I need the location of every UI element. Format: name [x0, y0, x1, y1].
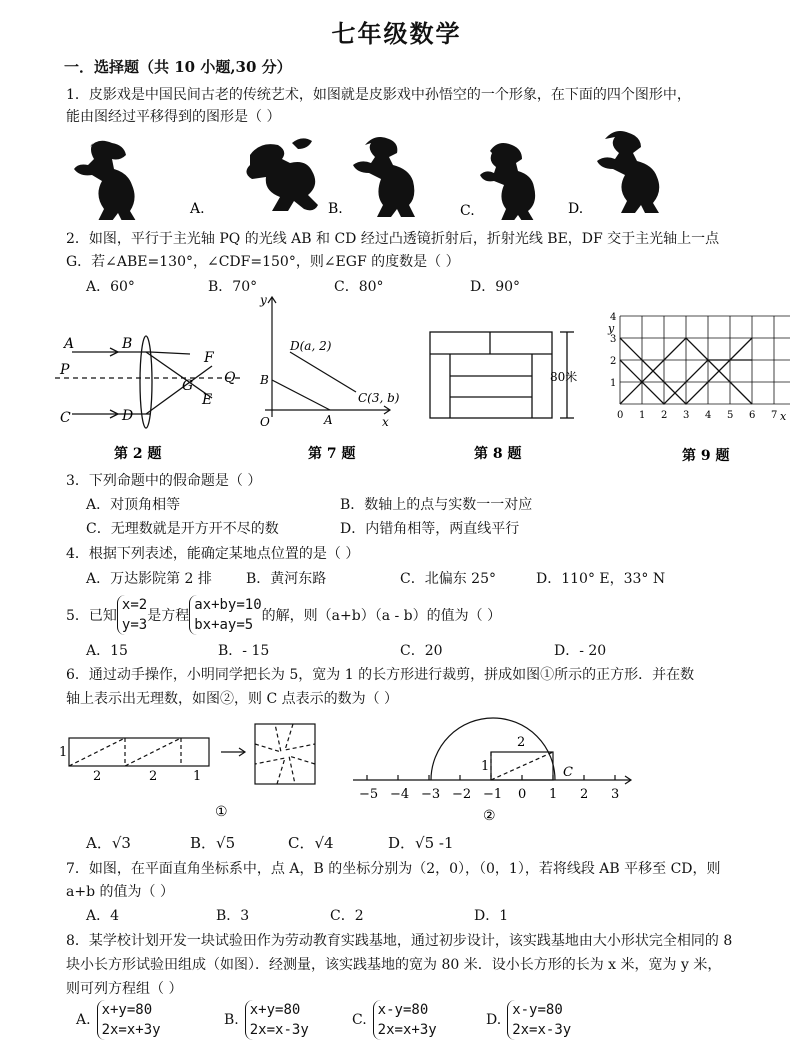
q8-opt-d-label: D. — [486, 1012, 502, 1028]
q6-opt-c: C．√4 — [288, 834, 334, 852]
fig2-label-b: B — [122, 336, 133, 352]
page-title: 七年级数学 — [331, 19, 462, 48]
q1-opt-b: B. — [328, 201, 343, 217]
fig8-caption: 第 8 题 — [474, 446, 522, 462]
fig9-y-tick: 1 — [610, 378, 617, 389]
q1-line1: 1．皮影戏是中国民间古老的传统艺术，如图就是皮影戏中孙悟空的一个形象，在下面的四个图形中， — [66, 87, 691, 103]
q7-opt-b: B．3 — [216, 908, 250, 924]
q8-opt-c — [352, 1000, 437, 1040]
monkey-king-figure-d — [597, 131, 659, 213]
fig2-label-a: A — [64, 336, 75, 352]
q8-opt-a — [76, 1000, 161, 1040]
fig7-point-c: C(3, b) — [358, 391, 400, 405]
q5-post: 的解，则（a+b）（a - b）的值为（ ） — [261, 608, 502, 624]
q5-mid: 是方程 — [147, 608, 190, 624]
fig2-caption: 第 2 题 — [114, 446, 162, 462]
q3-opt-b: B．数轴上的点与实数一一对应 — [340, 497, 533, 513]
q5-s2-eq2: bx+ay=5 — [194, 617, 254, 633]
q2-opt-b: B．70° — [208, 279, 258, 295]
q8-opt-c-label: C. — [352, 1012, 367, 1028]
q8-opt-d-eq1: x-y=80 — [512, 1002, 563, 1018]
q6-fig2-tick-label: −5 — [359, 787, 379, 802]
q6-opt-b: B．√5 — [190, 834, 236, 852]
q5-opt-c: C．20 — [400, 643, 443, 659]
fig9-x-tick: 3 — [683, 410, 690, 421]
q6-opt-d: D．√5 -1 — [388, 834, 454, 852]
fig7-point-a: A — [324, 413, 333, 427]
q8-line3: 则可列方程组（ ） — [66, 981, 183, 997]
fig9-caption: 第 9 题 — [682, 448, 730, 464]
q5-opt-a: A．15 — [86, 643, 128, 659]
q6-line1: 6．通过动手操作，小明同学把长为 5，宽为 1 的长方形进行裁剪，拼成如图①所示的正方形．并在数 — [66, 667, 695, 683]
fig7-origin: O — [260, 415, 270, 429]
fig9-axis-y: y — [608, 322, 615, 335]
q6-fig2-number-line — [353, 718, 631, 784]
fig8-height-label: 80米 — [550, 370, 578, 384]
q8-opt-a-label: A. — [76, 1012, 91, 1028]
q4-opt-b: B．黄河东路 — [246, 571, 327, 587]
section-heading: 一．选择题（共 10 小题,30 分） — [64, 58, 292, 76]
q1-opt-a: A. — [190, 201, 205, 217]
fig7-axis-y: y — [260, 293, 267, 307]
q8-opt-a-eq2: 2x=x+3y — [101, 1022, 161, 1038]
fig9-x-tick: 7 — [771, 410, 778, 421]
fig2-label-f: F — [204, 350, 214, 366]
q6-fig2-point-c: C — [563, 765, 573, 780]
q3-opt-c: C．无理数就是开方开不尽的数 — [86, 521, 279, 537]
q4-opt-c: C．北偏东 25° — [400, 571, 496, 587]
q4-opt-d: D．110° E，33° N — [536, 571, 666, 587]
fig9-axis-x: x — [780, 410, 787, 423]
q8-opt-a-system — [97, 1000, 161, 1040]
q2-line1: 2．如图，平行于主光轴 PQ 的光线 AB 和 CD 经过凸透镜折射后，折射光线 BE，DF 交于主光轴上一点 — [66, 231, 720, 247]
fig7-axis-x: x — [382, 415, 389, 429]
q6-fig2-tick-label: 0 — [518, 787, 527, 802]
fig7-caption: 第 7 题 — [308, 446, 356, 462]
q6-fig2-side-label: 1 — [481, 759, 490, 774]
arrow-right-icon — [221, 748, 245, 756]
monkey-king-figure-b — [353, 137, 415, 217]
fig9-x-tick: 4 — [705, 410, 712, 421]
fig7-point-d: D(a, 2) — [290, 339, 332, 353]
monkey-king-figure-c — [480, 143, 535, 220]
q7-opt-c: C．2 — [330, 908, 364, 924]
q8-opt-b-eq2: 2x=x-3y — [249, 1022, 309, 1038]
q6-fig2-tick-label: −1 — [483, 787, 503, 802]
q4-opt-a: A．万达影院第 2 排 — [86, 571, 212, 587]
q2-opt-c: C．80° — [334, 279, 384, 295]
q1-figures — [60, 125, 740, 220]
fig9-y-tick: 2 — [610, 356, 617, 367]
q8-line1: 8．某学校计划开发一块试验田作为劳动教育实践基地，通过初步设计，该实践基地由大小形状完全相同的 8 — [66, 933, 733, 949]
q5-opt-d: D．- 20 — [554, 643, 607, 659]
q1-opt-d: D. — [568, 201, 584, 217]
q5-system-2 — [189, 595, 261, 635]
q6-fig2-caption: ② — [483, 808, 496, 824]
fig9-x-tick: 6 — [749, 410, 756, 421]
fig9-x-tick: 0 — [617, 410, 624, 421]
q2-opt-a: A．60° — [86, 279, 135, 295]
q5-pre: 5．已知 — [66, 608, 117, 624]
figures-row — [50, 292, 790, 472]
fig9-x-tick: 5 — [727, 410, 734, 421]
q2-opt-d: D．90° — [470, 279, 521, 295]
fig2-label-c: C — [60, 410, 71, 426]
q6-fig1-seg2: 2 — [149, 769, 158, 784]
q8-opt-b-eq1: x+y=80 — [249, 1002, 301, 1018]
q6-fig2-tick-label: −3 — [421, 787, 441, 802]
fig2-label-p: P — [60, 362, 70, 378]
q6-fig1-width: 1 — [59, 745, 68, 760]
q2-line2: G．若∠ABE=130°，∠CDF=150°，则∠EGF 的度数是（ ） — [66, 254, 460, 270]
q5-system-1 — [117, 595, 147, 635]
fig9-x-tick: 2 — [661, 410, 668, 421]
q3-opt-a: A．对顶角相等 — [86, 497, 181, 513]
q7-line2: a+b 的值为（ ） — [66, 884, 174, 900]
monkey-king-figure-main — [74, 141, 136, 220]
fig9-x-tick: 1 — [639, 410, 646, 421]
q5-opt-b: B．- 15 — [218, 643, 270, 659]
q6-opt-a: A．√3 — [86, 834, 131, 852]
q5-line — [66, 592, 501, 638]
fig2-label-q: Q — [224, 370, 236, 386]
q3-opt-d: D．内错角相等，两直线平行 — [340, 521, 520, 537]
q6-fig2-tick-label: 1 — [549, 787, 558, 802]
q6-fig2-tick-label: 3 — [611, 787, 620, 802]
q8-opt-c-eq2: 2x=x+3y — [377, 1022, 437, 1038]
q8-opt-b — [224, 1000, 309, 1040]
q8-opt-b-system — [245, 1000, 309, 1040]
monkey-king-figure-a — [246, 138, 318, 211]
q3-line1: 3．下列命题中的假命题是（ ） — [66, 473, 262, 489]
q6-fig1-caption: ① — [215, 804, 228, 820]
q8-opt-d-system — [507, 1000, 571, 1040]
q7-opt-a: A．4 — [86, 908, 120, 924]
q6-fig2-top-label: 2 — [517, 735, 526, 750]
q6-fig1-seg3: 1 — [193, 769, 202, 784]
q8-opt-d — [486, 1000, 571, 1040]
q8-opt-b-label: B. — [224, 1012, 239, 1028]
fig9-y-tick: 4 — [610, 312, 617, 323]
fig2-label-e: E — [202, 392, 213, 408]
q6-fig2-tick-label: 2 — [580, 787, 589, 802]
q1-opt-c: C. — [460, 203, 475, 219]
q6-line2: 轴上表示出无理数，如图②，则 C 点表示的数为（ ） — [66, 691, 399, 707]
fig9-y-tick: 3 — [610, 334, 617, 345]
fig2-label-d: D — [122, 408, 134, 424]
q8-opt-c-system — [373, 1000, 437, 1040]
fig9-grid-diagram — [620, 316, 790, 404]
q7-opt-d: D．1 — [474, 908, 509, 924]
fig2-label-g: G — [182, 378, 194, 394]
q6-fig2-tick-label: −4 — [390, 787, 410, 802]
q6-fig2-tick-label: −2 — [452, 787, 472, 802]
q6-fig1-rectangle — [69, 738, 209, 766]
q6-fig1-seg1: 2 — [93, 769, 102, 784]
q6-fig1-square — [255, 724, 315, 784]
fig7-point-b: B — [260, 373, 269, 387]
q8-opt-a-eq1: x+y=80 — [101, 1002, 153, 1018]
q5-s1-eq2: y=3 — [121, 617, 148, 633]
q6-figures — [55, 708, 675, 826]
q4-line1: 4．根据下列表述，能确定某地点位置的是（ ） — [66, 546, 360, 562]
q8-opt-c-eq1: x-y=80 — [377, 1002, 429, 1018]
q5-s1-eq1: x=2 — [121, 597, 148, 613]
q7-line1: 7．如图，在平面直角坐标系中，点 A，B 的坐标分别为（2，0），（0，1），若将线段 AB 平移至 CD，则 — [66, 861, 721, 877]
q5-s2-eq1: ax+by=10 — [194, 597, 262, 613]
q1-line2: 能由图经过平移得到的图形是（ ） — [66, 109, 281, 125]
q8-line2: 块小长方形试验田组成（如图）．经测量，该实践基地的宽为 80 米．设小长方形的长为 x 米，宽为 y 米， — [66, 957, 722, 973]
q8-opt-d-eq2: 2x=x-3y — [512, 1022, 572, 1038]
